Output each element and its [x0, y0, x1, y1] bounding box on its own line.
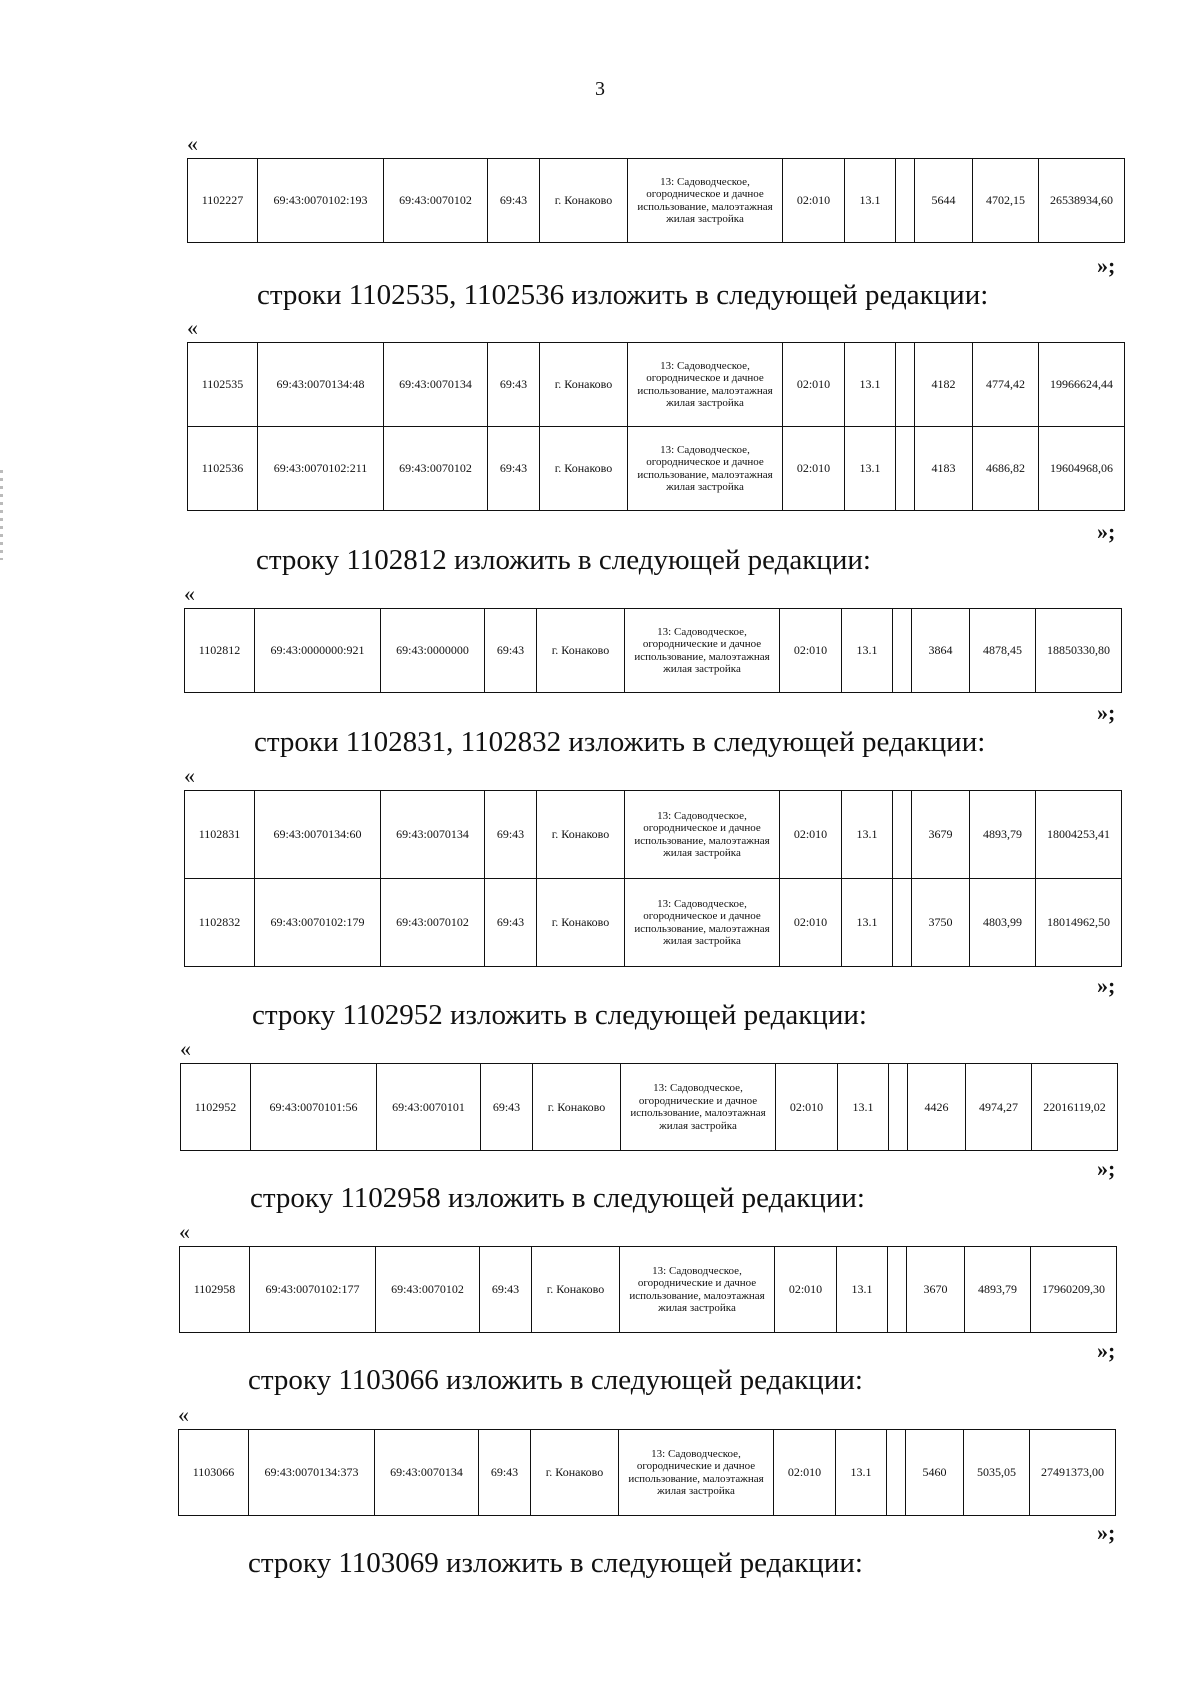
registry-table — [184, 790, 1122, 967]
table-row — [188, 427, 1125, 511]
opening-quote: « — [187, 315, 198, 340]
cadastral-quarter: 69:43:0070134 — [381, 791, 485, 879]
cadastral-value: 27491373,00 — [1030, 1430, 1116, 1516]
district-code: 69:43 — [488, 427, 540, 511]
area: 4182 — [915, 343, 973, 427]
registry-table — [179, 1246, 1117, 1333]
locality: г. Конаково — [537, 879, 625, 967]
table-row — [188, 159, 1125, 243]
locality: г. Конаково — [532, 1247, 620, 1333]
locality: г. Конаково — [537, 609, 625, 693]
blank-cell — [888, 1247, 907, 1333]
group-code: 13.1 — [837, 1247, 888, 1333]
group-code: 13.1 — [842, 879, 893, 967]
cadastral-quarter: 69:43:0070102 — [376, 1247, 480, 1333]
row-id: 1102832 — [185, 879, 255, 967]
district-code: 69:43 — [485, 609, 537, 693]
cadastral-number: 69:43:0070102:211 — [258, 427, 384, 511]
group-code: 13.1 — [845, 159, 896, 243]
land-use-type: 13: Садоводческое, огороднические и дачное использование, малоэтажная жилая застройка — [621, 1064, 776, 1151]
locality: г. Конаково — [533, 1064, 621, 1151]
specific-value: 4893,79 — [965, 1247, 1031, 1333]
table-row — [185, 791, 1122, 879]
closing-quote: »; — [1097, 1156, 1116, 1181]
group-code: 13.1 — [838, 1064, 889, 1151]
land-use-type: 13: Садоводческое, огородническое и дачное использование, малоэтажная жилая застройка — [628, 427, 783, 511]
cadastral-quarter: 69:43:0070134 — [384, 343, 488, 427]
district-code: 69:43 — [485, 879, 537, 967]
district-code: 69:43 — [488, 343, 540, 427]
specific-value: 4686,82 — [973, 427, 1039, 511]
opening-quote: « — [180, 1036, 191, 1061]
opening-quote: « — [179, 1219, 190, 1244]
opening-quote: « — [184, 763, 195, 788]
area: 4426 — [908, 1064, 966, 1151]
cadastral-number: 69:43:0000000:921 — [255, 609, 381, 693]
blank-cell — [889, 1064, 908, 1151]
amendment-instruction: строку 1102812 изложить в следующей редакции: — [256, 544, 871, 576]
registry-table — [178, 1429, 1116, 1516]
cadastral-value: 18014962,50 — [1036, 879, 1122, 967]
closing-quote: »; — [1097, 973, 1116, 998]
function-code: 02:010 — [783, 343, 845, 427]
district-code: 69:43 — [481, 1064, 533, 1151]
scan-edge-artifact — [0, 470, 3, 560]
page-number: 3 — [595, 78, 605, 100]
district-code: 69:43 — [485, 791, 537, 879]
closing-quote: »; — [1097, 519, 1116, 544]
amendment-instruction: строку 1103066 изложить в следующей редакции: — [248, 1364, 863, 1396]
function-code: 02:010 — [780, 791, 842, 879]
group-code: 13.1 — [842, 791, 893, 879]
locality: г. Конаково — [537, 791, 625, 879]
closing-quote: »; — [1097, 1520, 1116, 1545]
locality: г. Конаково — [540, 159, 628, 243]
function-code: 02:010 — [774, 1430, 836, 1516]
function-code: 02:010 — [780, 609, 842, 693]
specific-value: 4774,42 — [973, 343, 1039, 427]
cadastral-quarter: 69:43:0070102 — [384, 159, 488, 243]
land-use-type: 13: Садоводческое, огородническое и дачное использование, малоэтажная жилая застройка — [628, 159, 783, 243]
area: 5644 — [915, 159, 973, 243]
closing-quote: »; — [1097, 700, 1116, 725]
amendment-instruction: строки 1102535, 1102536 изложить в следующей редакции: — [257, 279, 989, 311]
blank-cell — [893, 879, 912, 967]
specific-value: 4803,99 — [970, 879, 1036, 967]
opening-quote: « — [178, 1402, 189, 1427]
registry-table — [180, 1063, 1118, 1151]
final-instruction: строку 1103069 изложить в следующей редакции: — [248, 1547, 863, 1579]
locality: г. Конаково — [540, 343, 628, 427]
amendment-instruction: строку 1102958 изложить в следующей редакции: — [250, 1182, 865, 1214]
registry-table — [187, 158, 1125, 243]
table-row — [181, 1064, 1118, 1151]
land-use-type: 13: Садоводческое, огороднические и дачное использование, малоэтажная жилая застройка — [625, 609, 780, 693]
cadastral-number: 69:43:0070102:177 — [250, 1247, 376, 1333]
cadastral-value: 19604968,06 — [1039, 427, 1125, 511]
opening-quote: « — [184, 581, 195, 606]
specific-value: 4702,15 — [973, 159, 1039, 243]
locality: г. Конаково — [540, 427, 628, 511]
cadastral-quarter: 69:43:0070134 — [375, 1430, 479, 1516]
group-code: 13.1 — [845, 427, 896, 511]
cadastral-value: 22016119,02 — [1032, 1064, 1118, 1151]
district-code: 69:43 — [488, 159, 540, 243]
registry-table — [187, 342, 1125, 511]
blank-cell — [893, 609, 912, 693]
specific-value: 4974,27 — [966, 1064, 1032, 1151]
blank-cell — [893, 791, 912, 879]
blank-cell — [887, 1430, 906, 1516]
area: 3864 — [912, 609, 970, 693]
specific-value: 5035,05 — [964, 1430, 1030, 1516]
function-code: 02:010 — [783, 427, 845, 511]
row-id: 1102227 — [188, 159, 258, 243]
closing-quote: »; — [1097, 253, 1116, 278]
specific-value: 4893,79 — [970, 791, 1036, 879]
cadastral-quarter: 69:43:0000000 — [381, 609, 485, 693]
cadastral-value: 17960209,30 — [1031, 1247, 1117, 1333]
cadastral-quarter: 69:43:0070102 — [384, 427, 488, 511]
group-code: 13.1 — [842, 609, 893, 693]
table-row — [185, 609, 1122, 693]
cadastral-value: 26538934,60 — [1039, 159, 1125, 243]
function-code: 02:010 — [783, 159, 845, 243]
function-code: 02:010 — [776, 1064, 838, 1151]
blank-cell — [896, 159, 915, 243]
row-id: 1102831 — [185, 791, 255, 879]
cadastral-number: 69:43:0070134:373 — [249, 1430, 375, 1516]
cadastral-number: 69:43:0070102:179 — [255, 879, 381, 967]
cadastral-number: 69:43:0070101:56 — [251, 1064, 377, 1151]
amendment-instruction: строки 1102831, 1102832 изложить в следующей редакции: — [254, 726, 986, 758]
row-id: 1102535 — [188, 343, 258, 427]
closing-quote: »; — [1097, 1338, 1116, 1363]
cadastral-number: 69:43:0070102:193 — [258, 159, 384, 243]
amendment-instruction: строку 1102952 изложить в следующей редакции: — [252, 999, 867, 1031]
row-id: 1102536 — [188, 427, 258, 511]
group-code: 13.1 — [836, 1430, 887, 1516]
area: 3679 — [912, 791, 970, 879]
row-id: 1102952 — [181, 1064, 251, 1151]
table-row — [185, 879, 1122, 967]
area: 5460 — [906, 1430, 964, 1516]
cadastral-number: 69:43:0070134:60 — [255, 791, 381, 879]
locality: г. Конаково — [531, 1430, 619, 1516]
land-use-type: 13: Садоводческое, огороднические и дачное использование, малоэтажная жилая застройка — [620, 1247, 775, 1333]
group-code: 13.1 — [845, 343, 896, 427]
function-code: 02:010 — [780, 879, 842, 967]
row-id: 1103066 — [179, 1430, 249, 1516]
table-row — [180, 1247, 1117, 1333]
blank-cell — [896, 427, 915, 511]
land-use-type: 13: Садоводческое, огородническое и дачное использование, малоэтажная жилая застройка — [625, 879, 780, 967]
district-code: 69:43 — [480, 1247, 532, 1333]
opening-quote: « — [187, 131, 198, 156]
district-code: 69:43 — [479, 1430, 531, 1516]
specific-value: 4878,45 — [970, 609, 1036, 693]
cadastral-quarter: 69:43:0070101 — [377, 1064, 481, 1151]
land-use-type: 13: Садоводческое, огороднические и дачное использование, малоэтажная жилая застройка — [619, 1430, 774, 1516]
cadastral-quarter: 69:43:0070102 — [381, 879, 485, 967]
table-row — [179, 1430, 1116, 1516]
area: 3750 — [912, 879, 970, 967]
cadastral-value: 18850330,80 — [1036, 609, 1122, 693]
cadastral-number: 69:43:0070134:48 — [258, 343, 384, 427]
blank-cell — [896, 343, 915, 427]
land-use-type: 13: Садоводческое, огородническое и дачное использование, малоэтажная жилая застройка — [625, 791, 780, 879]
row-id: 1102958 — [180, 1247, 250, 1333]
table-row — [188, 343, 1125, 427]
area: 4183 — [915, 427, 973, 511]
function-code: 02:010 — [775, 1247, 837, 1333]
registry-table — [184, 608, 1122, 693]
land-use-type: 13: Садоводческое, огородническое и дачное использование, малоэтажная жилая застройка — [628, 343, 783, 427]
area: 3670 — [907, 1247, 965, 1333]
cadastral-value: 18004253,41 — [1036, 791, 1122, 879]
cadastral-value: 19966624,44 — [1039, 343, 1125, 427]
row-id: 1102812 — [185, 609, 255, 693]
